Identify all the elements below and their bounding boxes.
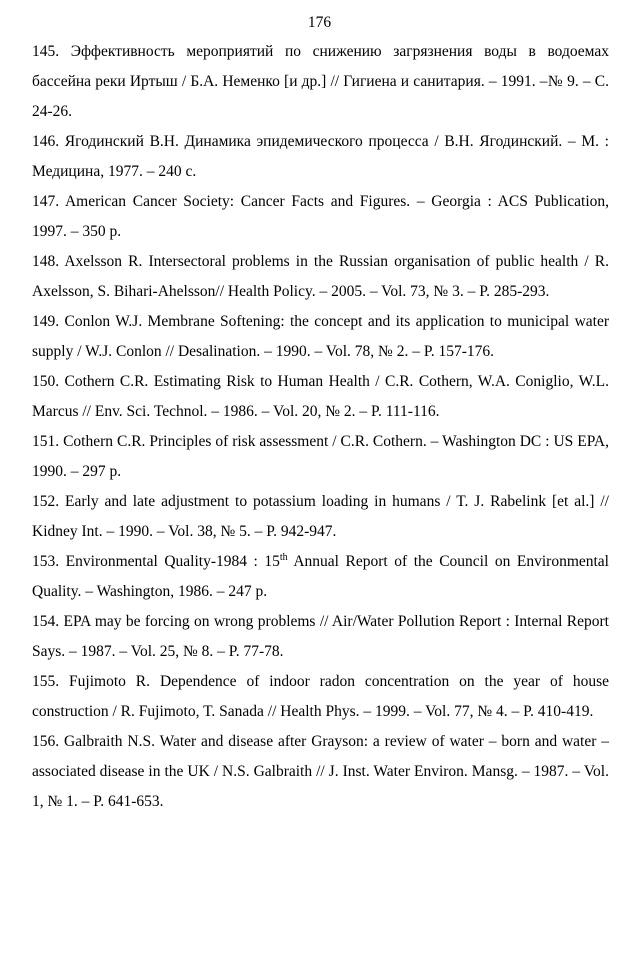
reference-146: 146. Ягодинский В.Н. Динамика эпидемического процесса / В.Н. Ягодинский. – М. : Медицина, 1977. – 240 с.: [32, 133, 609, 180]
reference-154: 154. EPA may be forcing on wrong problems // Air/Water Pollution Report : Internal Report Says. – 1987. – Vol. 25, № 8. – P. 77-78.: [32, 613, 609, 660]
reference-147: 147. American Cancer Society: Cancer Facts and Figures. – Georgia : ACS Publication, 1997. – 350 p.: [32, 193, 609, 240]
reference-152: 152. Early and late adjustment to potassium loading in humans / T. J. Rabelink [et al.] // Kidney Int. – 1990. – Vol. 38, № 5. – P. 942-947.: [32, 493, 609, 540]
reference-145: 145. Эффективность мероприятий по снижению загрязнения воды в водоемах бассейна реки Иртыш / Б.А. Неменко [и др.] // Гигиена и санитария. – 1991. –№ 9. – С. 24-26.: [32, 43, 609, 120]
page-number: 176: [307, 14, 332, 31]
reference-156: 156. Galbraith N.S. Water and disease after Grayson: a review of water – born and water – associated disease in the UK / N.S. Galbraith // J. Inst. Water Environ. Mansg. – 1987. – Vol. 1, № 1. – P. 641-653.: [32, 733, 609, 810]
reference-153: [32, 547, 609, 607]
reference-153-text-end: Annual Report of the Council on Environmental Quality. – Washington, 1986. – 247 p.: [32, 553, 609, 600]
reference-155: 155. Fujimoto R. Dependence of indoor radon concentration on the year of house construction / R. Fujimoto, T. Sanada // Health Phys. – 1999. – Vol. 77, № 4. – P. 410-419.: [32, 673, 609, 720]
reference-148: 148. Axelsson R. Intersectoral problems in the Russian organisation of public health / R. Axelsson, S. Bihari-Ahelsson// Health Policy. – 2005. – Vol. 73, № 3. – P. 285-293.: [32, 253, 609, 300]
reference-150: 150. Cothern C.R. Estimating Risk to Human Health / C.R. Cothern, W.A. Coniglio, W.L. Marcus // Env. Sci. Technol. – 1986. – Vol. 20, № 2. – P. 111-116.: [32, 373, 609, 420]
reference-151: 151. Cothern C.R. Principles of risk assessment / C.R. Cothern. – Washington DC : US EPA, 1990. – 297 p.: [32, 433, 609, 480]
reference-list: [32, 37, 609, 817]
reference-153-text-start: 153. Environmental Quality-1984 : 15: [32, 553, 280, 570]
reference-153-superscript: th: [279, 551, 288, 563]
reference-149: 149. Conlon W.J. Membrane Softening: the concept and its application to municipal water supply / W.J. Conlon // Desalination. – 1990. – Vol. 78, № 2. – P. 157-176.: [32, 313, 609, 360]
